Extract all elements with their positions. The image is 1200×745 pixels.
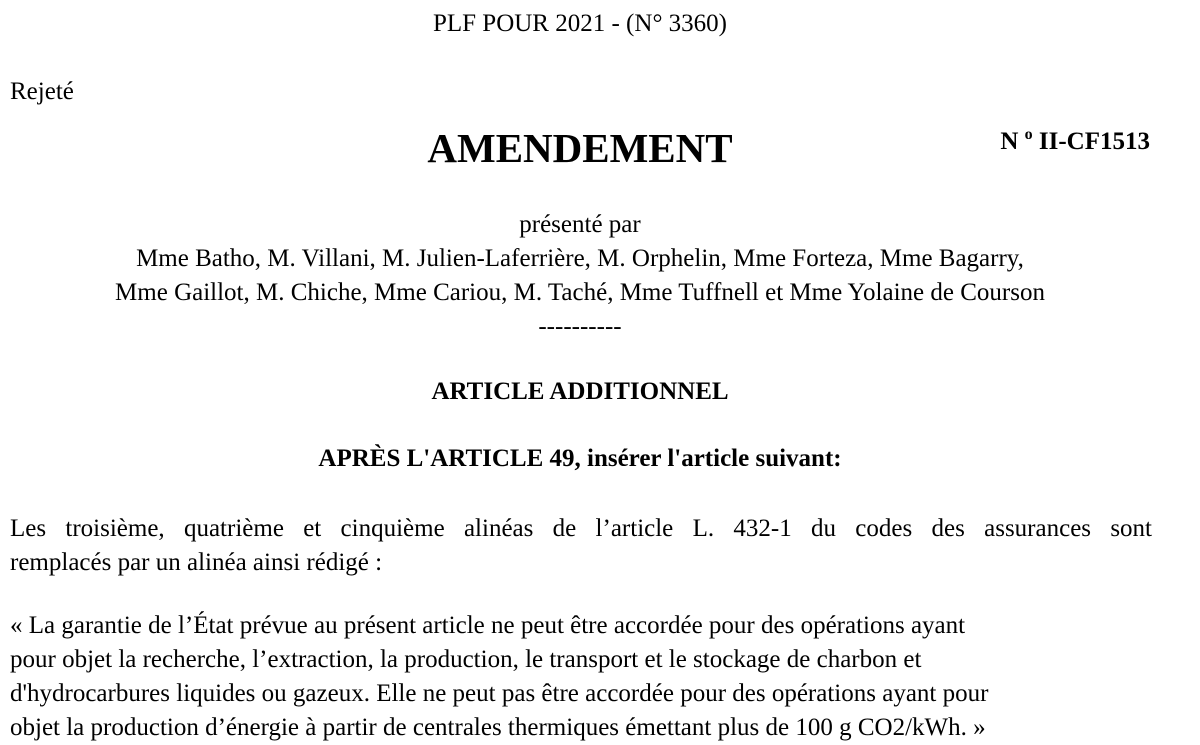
- paragraph-intro-line-2: remplacés par un alinéa ainsi rédigé :: [10, 549, 383, 576]
- separator-line: ----------: [538, 313, 622, 340]
- amendment-title: AMENDEMENT: [427, 125, 733, 171]
- amendment-number: [1000, 128, 1150, 156]
- amendment-number-prefix: N: [1000, 128, 1019, 155]
- paragraph-quoted-text: [10, 609, 1170, 745]
- paragraph-quoted-line-1: « La garantie de l’État prévue au présent article ne peut être accordée pour des opérations ayant: [10, 612, 966, 639]
- amendment-status: Rejeté: [10, 78, 74, 105]
- article-instruction-heading: APRÈS L'ARTICLE 49, insérer l'article suivant:: [318, 445, 842, 472]
- amendment-number-superscript: o: [1024, 126, 1033, 143]
- paragraph-intro-line-1: Les troisième, quatrième et cinquième alinéas de l’article L. 432-1 du codes des assurances sont: [10, 515, 1152, 542]
- article-type-heading: ARTICLE ADDITIONNEL: [431, 378, 729, 405]
- paragraph-quoted-line-3: d'hydrocarbures liquides ou gazeux. Elle ne peut pas être accordée pour des opérations ayant pour: [10, 680, 989, 707]
- authors-line-2: Mme Gaillot, M. Chiche, Mme Cariou, M. Taché, Mme Tuffnell et Mme Yolaine de Courson: [115, 279, 1045, 306]
- paragraph-quoted-line-4: objet la production d’énergie à partir de centrales thermiques émettant plus de 100 g CO2/kWh. »: [10, 714, 986, 741]
- presented-by: présenté par: [519, 211, 641, 238]
- paragraph-intro: [10, 512, 1152, 580]
- paragraph-quoted-line-2: pour objet la recherche, l’extraction, la production, le transport et le stockage de charbon et: [10, 646, 922, 673]
- amendment-number-value: II-CF1513: [1038, 128, 1150, 155]
- document-header-title: PLF POUR 2021 - (N° 3360): [432, 10, 728, 37]
- authors-line-1: Mme Batho, M. Villani, M. Julien-Laferrière, M. Orphelin, Mme Forteza, Mme Bagarry,: [136, 245, 1024, 272]
